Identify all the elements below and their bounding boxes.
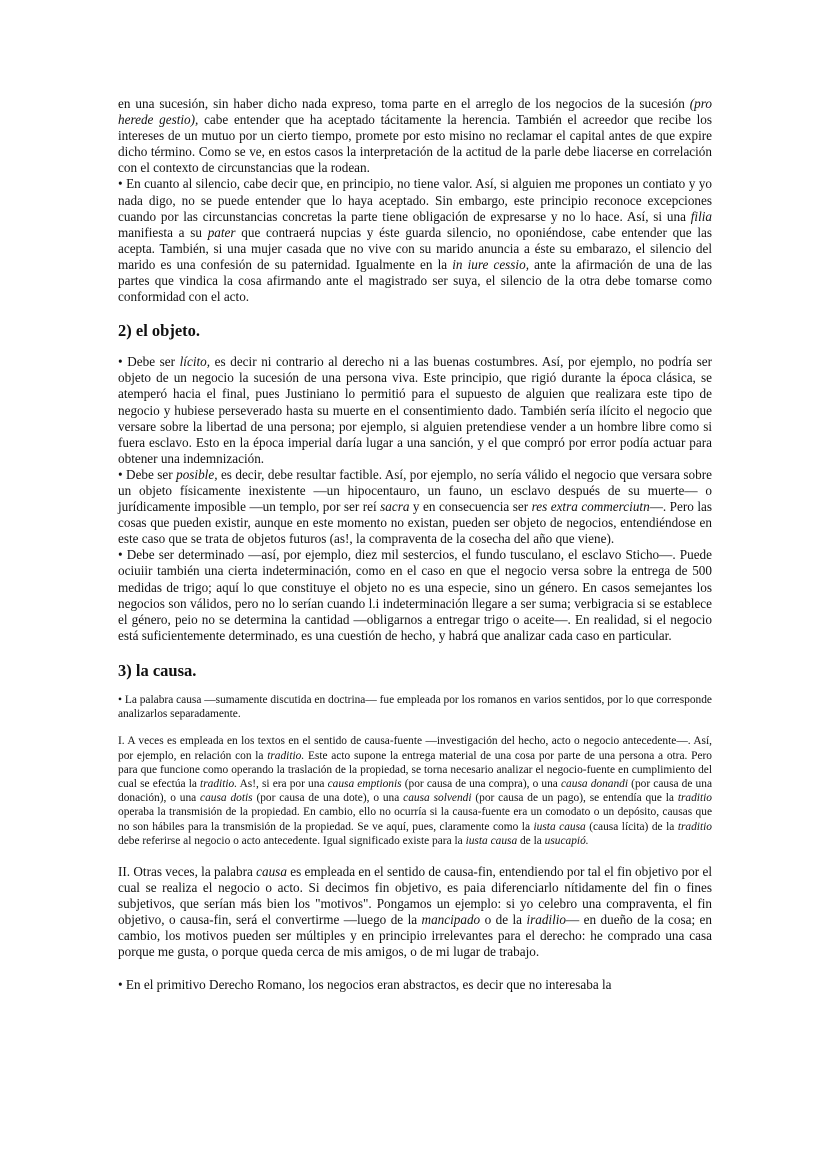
italic-text: iusta causa bbox=[533, 820, 586, 833]
italic-text: causa dotis bbox=[200, 792, 253, 805]
italic-text: posible, bbox=[176, 466, 218, 482]
text-run: cabe entender que ha aceptado tácitamente la herencia. También el acreedor que recibe los intereses de un mutuo por un cierto tiempo, promete por esto misino no reclamar el capital antes de que expire dicho término. Como se ve, en estos casos la interpretación de la actitud de la parle debe liacerse en correlación con el contexto de circunstancias que la rodean. bbox=[118, 112, 712, 176]
text-run: —. Pero las cosas que pueden existir, aunque en este momento no existan, pueden ser objeto de negocios, entendiéndose en este caso que se trata de objetos futuros (as!, la compraventa de la cosecha del año que viene). bbox=[118, 499, 712, 547]
italic-text: traditio bbox=[677, 820, 712, 833]
paragraph bbox=[118, 734, 712, 848]
italic-text: traditio bbox=[677, 792, 712, 805]
italic-text: iusta causa bbox=[465, 834, 518, 847]
text-run: • Debe ser bbox=[118, 354, 180, 370]
text-run: es decir ni contrario al derecho ni a las buenas costumbres. Así, por ejemplo, no podría ser objeto de un negocio la sucesión de una persona viva. Este principio, que rigió durante la época clásica, se atemperó hacia el final, pues Justiniano lo permitió para el supuesto de alguien que realizara este tipo de negocio y hubiese perseverado hasta su muerte en el consentimiento dado. También sería ilícito el negocio que versare sobre la libertad de una persona; por ejemplo, si alguien pretendiese vender a un hombre libre como si fuera esclavo. Esto en la época imperial daría lugar a una sanción, y el que compró por error podía actuar para obtener una indemnización. bbox=[118, 354, 712, 466]
text-run: manifiesta a su bbox=[118, 224, 208, 240]
italic-text: sacra bbox=[380, 499, 410, 515]
italic-text: traditio. bbox=[267, 749, 305, 762]
italic-text: causa emptionis bbox=[327, 777, 402, 790]
paragraph bbox=[118, 977, 712, 993]
text-run: que contraerá nupcias y éste guarda silencio, no oponiéndose, cabe entender que las acepta. También, si una mujer casada que no vive con su marido anuncia a éste su embarazo, el silencio del marido es una confesión de su paternidad. Igualmente en la bbox=[118, 224, 712, 272]
text-run: (por causa de un pago), se entendía que la bbox=[471, 792, 678, 805]
text-run: — en dueño de la cosa; en cambio, los motivos pueden ser múltiples y en principio irrelevantes para el derecho: he comprado una casa porque me gusta, o porque queda cerca de mis amigos, o de mi lugar de trabajo. bbox=[118, 912, 713, 960]
italic-text: traditio. bbox=[200, 777, 238, 790]
text-run: (por causa de una compra), o una bbox=[401, 777, 561, 790]
text-run: II. Otras veces, la palabra bbox=[118, 863, 257, 879]
text-run: • La palabra causa —sumamente discutida en doctrina— fue empleada por los romanos en varios sentidos, por lo que corresponde analizarlos separadamente. bbox=[118, 693, 712, 721]
text-run: (por causa de una dote), o una bbox=[252, 792, 404, 805]
text-run: es empleada en el sentido de causa-fin, entendiendo por tal el fin objetivo por el cual se realiza el negocio o acto. Si decimos fin objetivo, es paia diferenciarlo nítidamente del fin o fines subjetivos, que serían más bien los "motivos". Pongamos un ejemplo: si yo celebro una compraventa, el fin objetivo, o causa-fin, será el convertirme —luego de la bbox=[118, 863, 712, 928]
paragraph bbox=[118, 693, 712, 721]
italic-text: lícito, bbox=[179, 354, 211, 370]
section-heading: 3) la causa. bbox=[118, 660, 197, 680]
paragraph bbox=[118, 547, 712, 644]
paragraph bbox=[118, 176, 712, 305]
text-run: (causa lícita) de la bbox=[585, 820, 678, 833]
text-run: operaba la transmisión de la propiedad. En cambio, ello no ocurría si la causa-fuente era un comodato o un depósito, causas que no son hábiles para la transmisión de la propiedad. Se ve aquí, pues, claramente como la bbox=[118, 806, 712, 833]
text-run: • Debe ser determinado —así, por ejemplo, diez mil sestercios, el fundo tusculano, el esclavo Sticho—. Puede ociuiir también una cierta indeterminación, como en el caso en que el negocio versa sobre la entrega de 500 medidas de trigo; aquí lo que constituye el objeto no es una especie, sino un género. En casos semejantes los negocios son válidos, pero no lo serían cuando l.i indeterminación llegare a ser suma; verbigracia si se establece el género, peio no se determina la cantidad —obligarnos a entregar trigo o aceite—. En realidad, si el negocio está suficientemente determinado, es una cuestión de hecho, y habrá que analizar cada caso en particular. bbox=[118, 547, 712, 643]
italic-text: in iure cessio, bbox=[452, 256, 529, 272]
paragraph bbox=[118, 864, 712, 961]
italic-text: causa solvendi bbox=[403, 792, 472, 805]
text-run: As!, si era por una bbox=[237, 777, 328, 790]
text-run: • bbox=[118, 176, 127, 192]
text-run: • En el primitivo Derecho Romano, los negocios eran abstractos, es decir que no interesaba la bbox=[118, 976, 612, 992]
text-run: Este acto supone la entrega material de una cosa por parte de una persona a otra. Pero para que funcione como operando la traslación de la propiedad, se torna necesario analizar el negocio-fuente en cumplimiento del cual se efectúa la bbox=[118, 749, 712, 790]
italic-text: (pro herede gestio), bbox=[118, 96, 712, 128]
italic-text: iradilio bbox=[526, 912, 567, 928]
paragraph bbox=[118, 96, 712, 176]
text-run: ante la afirmación de una de las partes que vindica la cosa afirmando ante el magistrado ser suya, el silencio de la otra debe tomarse como conformidad con el acto. bbox=[118, 256, 712, 305]
italic-text: res extra commerciutn bbox=[531, 499, 650, 515]
italic-text: filia bbox=[690, 208, 712, 224]
italic-text: pater bbox=[207, 224, 236, 240]
paragraph bbox=[118, 354, 712, 467]
text-run: • Debe ser bbox=[118, 466, 177, 482]
text-run: es decir, debe resultar factible. Así, por ejemplo, no sería válido el negocio que versara sobre un objeto físicamente inexistente —un hipocentauro, un fauno, un esclavo después de su muerte— o jurídicamente imposible —un templo, por ser reí bbox=[118, 466, 712, 515]
document-page bbox=[118, 96, 712, 993]
text-run: en una sucesión, sin haber dicho nada expreso, toma parte en el arreglo de los negocios de la sucesión bbox=[118, 96, 690, 111]
text-run: o de la bbox=[480, 912, 527, 928]
italic-text: causa bbox=[256, 863, 287, 879]
section-heading: 2) el objeto. bbox=[118, 321, 201, 341]
text-run: debe referirse al negocio o acto antecedente. Igual significado existe para la bbox=[118, 834, 466, 847]
italic-text: causa donandi bbox=[561, 777, 629, 790]
paragraph bbox=[118, 467, 712, 547]
italic-text: usucapió. bbox=[544, 834, 589, 847]
text-run: y en consecuencia ser bbox=[409, 499, 532, 515]
italic-text: mancipado bbox=[421, 912, 481, 928]
text-run: En cuanto al silencio, cabe decir que, en principio, no tiene valor. Así, si alguien me propones un contiato y yo nada digo, no se puede entender que lo haya aceptado. Sin embargo, este principio reconoce excepciones cuando por las circunstancias concretas la parte tiene obligación de expresarse y no lo hace. Así, si una bbox=[118, 176, 712, 224]
text-run: de la bbox=[517, 834, 545, 847]
text-run: (por causa de una donación), o una bbox=[118, 777, 713, 805]
text-run: I. A veces es empleada en los textos en el sentido de causa-fuente —investigación del hecho, acto o negocio antecedente—. Así, por ejemplo, en relación con la bbox=[118, 735, 712, 762]
